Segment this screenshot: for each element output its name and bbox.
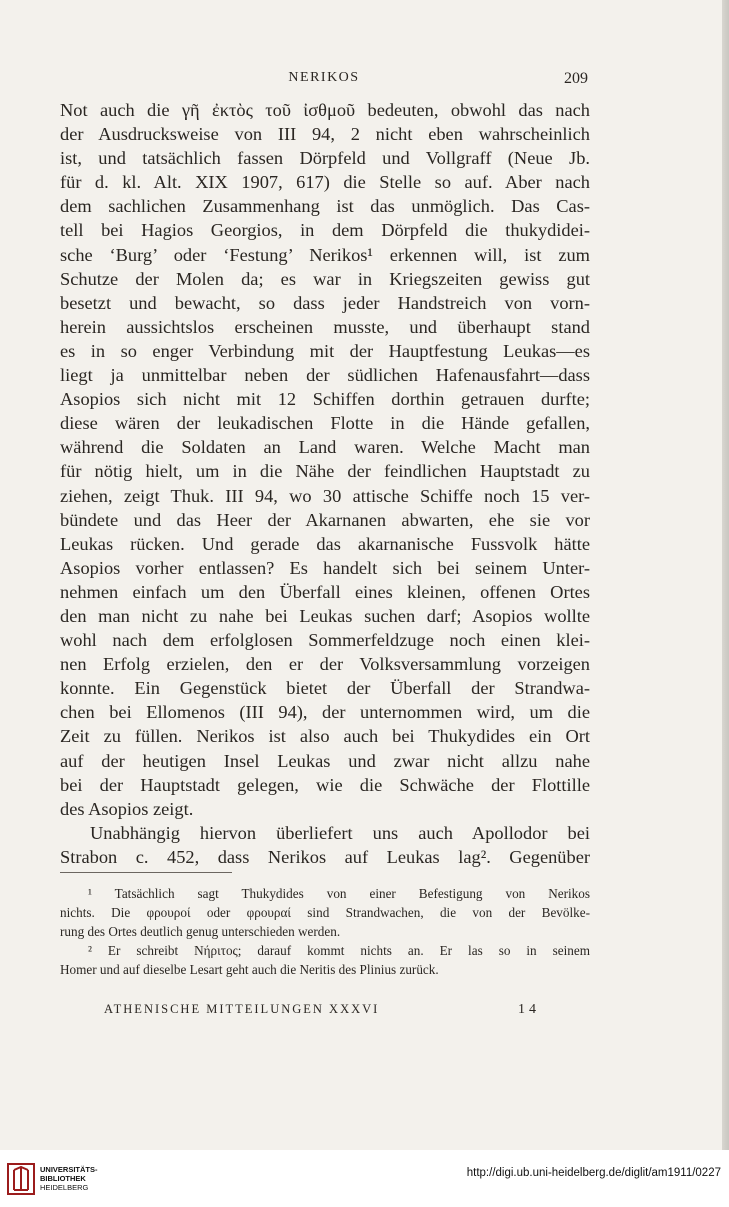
text-line: auf der heutigen Insel Leukas und zwar nicht allzu nahe: [60, 750, 590, 771]
text-line: Leukas rücken. Und gerade das akarnanische Fussvolk hätte: [60, 533, 590, 554]
text-line: Strabon c. 452, dass Nerikos auf Leukas lag². Gegenüber: [60, 846, 590, 867]
footnote-line: nichts. Die φρουροί oder φρουραί sind Strandwachen, die von der Bevölke-: [60, 905, 590, 921]
page-edge: [722, 0, 729, 1150]
text-line: während die Soldaten an Land waren. Welche Macht man: [60, 437, 590, 458]
text-line: wohl nach dem erfolglosen Sommerfeldzuge noch einen klei-: [60, 630, 590, 651]
running-head: [60, 70, 588, 90]
text-line: dem sachlichen Zusammenhang ist das unmöglich. Das Cas-: [60, 196, 590, 217]
text-line: chen bei Ellomenos (III 94), der unternommen wird, um die: [60, 702, 590, 723]
footnote-line: ¹ Tatsächlich sagt Thukydides von einer Befestigung von Nerikos: [88, 886, 590, 901]
text-line: Unabhängig hiervon überliefert uns auch Apollodor bei: [90, 822, 590, 843]
footnote-line: ² Er schreibt Νήριτος; darauf kommt nichts an. Er las so in seinem: [88, 943, 590, 959]
text-line: für d. kl. Alt. XIX 1907, 617) die Stelle so auf. Aber nach: [60, 172, 590, 193]
footnotes: [60, 884, 590, 979]
text-line: Schutze der Molen da; es war in Kriegszeiten gewiss gut: [60, 268, 590, 289]
text-line: des Asopios zeigt.: [60, 798, 194, 819]
text-line: Asopios sich nicht mit 12 Schiffen dorthin getrauen durfte;: [60, 389, 590, 410]
text-line: besetzt und bewacht, so dass jeder Handstreich von vorn-: [60, 292, 590, 313]
page-number: 209: [564, 70, 588, 87]
text-line: nen Erfolg erzielen, den er der Volksversammlung vorzeigen: [60, 654, 590, 675]
footnote-line: Homer und auf dieselbe Lesart geht auch die Neritis des Plinius zurück.: [60, 962, 439, 978]
text-line: bei der Hauptstadt gelegen, wie die Schwäche der Flottille: [60, 774, 590, 795]
library-line: HEIDELBERG: [40, 1183, 89, 1192]
text-line: ist, und tatsächlich fassen Dörpfeld und Vollgraff (Neue Jb.: [60, 148, 590, 169]
text-line: sche ‘Burg’ oder ‘Festung’ Nerikos¹ erkennen will, ist zum: [60, 244, 590, 265]
text-line: den man nicht zu nahe bei Leukas suchen darf; Asopios wollte: [60, 605, 590, 626]
text-line: für nötig hielt, um in die Nähe der feindlichen Hauptstadt zu: [60, 461, 590, 482]
library-name: [40, 1165, 98, 1192]
text-line: Not auch die γῆ ἐκτὸς τοῦ ἰσθμοῦ bedeuten, obwohl das nach: [60, 100, 590, 120]
library-line: BIBLIOTHEK: [40, 1174, 86, 1183]
text-line: ziehen, zeigt Thuk. III 94, wo 30 attische Schiffe noch 15 ver-: [60, 485, 590, 506]
text-line: Asopios vorher entlassen? Es handelt sich bei seinem Unter-: [60, 557, 590, 578]
body-text: [60, 98, 590, 869]
text-line: der Ausdrucksweise von III 94, 2 nicht eben wahrscheinlich: [60, 124, 590, 145]
printer-signature: [104, 1002, 540, 1022]
running-title: NERIKOS: [288, 70, 360, 85]
footnote-rule: [60, 872, 232, 873]
text-line: liegt ja unmittelbar neben der südlichen Hafenausfahrt—dass: [60, 365, 590, 386]
text-line: diese wären der leukadischen Flotte in die Hände gefallen,: [60, 413, 590, 434]
text-line: nehmen einfach um den Überfall eines kleinen, offenen Ortes: [60, 581, 590, 602]
library-logo-icon: [6, 1162, 36, 1196]
text-line: konnte. Ein Gegenstück bietet der Überfall der Strandwa-: [60, 678, 590, 699]
text-line: herein aussichtslos erscheinen musste, und überhaupt stand: [60, 316, 590, 337]
text-line: tell bei Hagios Georgios, in dem Dörpfeld die thukydidei-: [60, 220, 590, 241]
text-line: Zeit zu füllen. Nerikos ist also auch bei Thukydides ein Ort: [60, 726, 590, 747]
viewer-footer: [0, 1150, 729, 1207]
text-line: es in so enger Verbindung mit der Hauptfestung Leukas—es: [60, 340, 590, 361]
signature-mark: 14: [518, 1002, 540, 1017]
signature-title: ATHENISCHE MITTEILUNGEN XXXVI: [104, 1002, 380, 1016]
text-line: bündete und das Heer der Akarnanen abwarten, ehe sie vor: [60, 509, 590, 530]
footnote-line: rung des Ortes deutlich genug unterschieden werden.: [60, 924, 341, 940]
permalink[interactable]: http://digi.ub.uni-heidelberg.de/diglit/am1911/0227: [466, 1167, 721, 1179]
library-line: UNIVERSITÄTS-: [40, 1165, 98, 1174]
